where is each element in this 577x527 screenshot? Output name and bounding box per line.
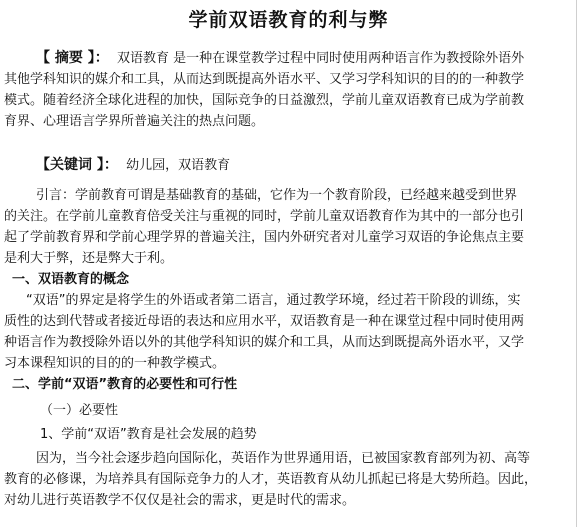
keywords-line [4, 155, 572, 176]
intro-paragraph [4, 185, 572, 269]
document-title: 学前双语教育的利与弊 [188, 9, 389, 31]
intro-line-3: 起了学前教育界和学前心理学界的普遍关注，国内外研究者对儿童学习双语的争论焦点主要 [4, 230, 525, 245]
section-2-subheading: （一）必要性 [40, 403, 119, 418]
section-1-line-4: 习本课程知识的目的的一种教学模式。 [4, 356, 226, 371]
section-1-heading: 一、双语教育的概念 [12, 272, 130, 287]
intro-line-4: 是利大于弊，还是弊大于利。 [4, 251, 174, 266]
keywords-value: 幼儿园，双语教育 [126, 158, 231, 173]
section-2-paragraph [4, 448, 572, 511]
section-1-line-1: “双语”的界定是将学生的外语或者第二语言，通过教学环境，经过若干阶段的训练，实 [26, 293, 521, 308]
section-2-line-2: 教育的必修课，为培养具有国际竞争力的人才，英语教育从幼儿抓起已将是大势所趋。因此， [4, 472, 538, 487]
keywords-label: 【关键词 】： [36, 157, 118, 173]
abstract-line-3: 模式。随着经济全球化进程的加快，国际竞争的日益激烈，学前儿童双语教育已成为学前教 [4, 93, 525, 108]
section-1-line-2: 质性的达到代替或者接近母语的表达和应用水平，双语教育是一种在课堂过程中同时使用两 [4, 314, 525, 329]
section-1-line-3: 种语言作为教授除外语以外的其他学科知识的媒介和工具，从而达到既提高外语水平，又学 [4, 335, 525, 350]
abstract-line-2: 其他学科知识的媒介和工具，从而达到既提高外语水平、又学习学科知识的目的的一种教学 [4, 72, 525, 87]
intro-line-1: 引言：学前教育可谓是基础教育的基础，它作为一个教育阶段，已经越来越受到世界 [36, 188, 518, 203]
section-2-point-1: 1、学前“双语”教育是社会发展的趋势 [40, 427, 257, 442]
abstract-label: 【 摘要 】： [36, 50, 109, 66]
intro-line-2: 的关注。在学前儿童教育倍受关注与重视的同时，学前儿童双语教育作为其中的一部分也引 [4, 209, 525, 224]
abstract-line-4: 育界、心理语言学界所普遍关注的热点问题。 [4, 114, 265, 129]
keywords-paragraph [4, 155, 572, 176]
abstract-text-1: 双语教育 是一种在课堂教学过程中同时使用两种语言作为教授除外语外 [117, 51, 525, 66]
section-2-line-1: 因为，当今社会逐步趋向国际化，英语作为世界通用语，已被国家教育部列为初、高等 [36, 451, 531, 466]
abstract-line-1 [4, 48, 572, 69]
abstract-paragraph [4, 48, 572, 132]
section-1-paragraph [4, 290, 572, 374]
section-2-line-3: 对幼儿进行英语教学不仅仅是社会的需求，更是时代的需求。 [4, 493, 356, 508]
section-2-heading: 二、学前“双语”教育的必要性和可行性 [12, 377, 238, 392]
